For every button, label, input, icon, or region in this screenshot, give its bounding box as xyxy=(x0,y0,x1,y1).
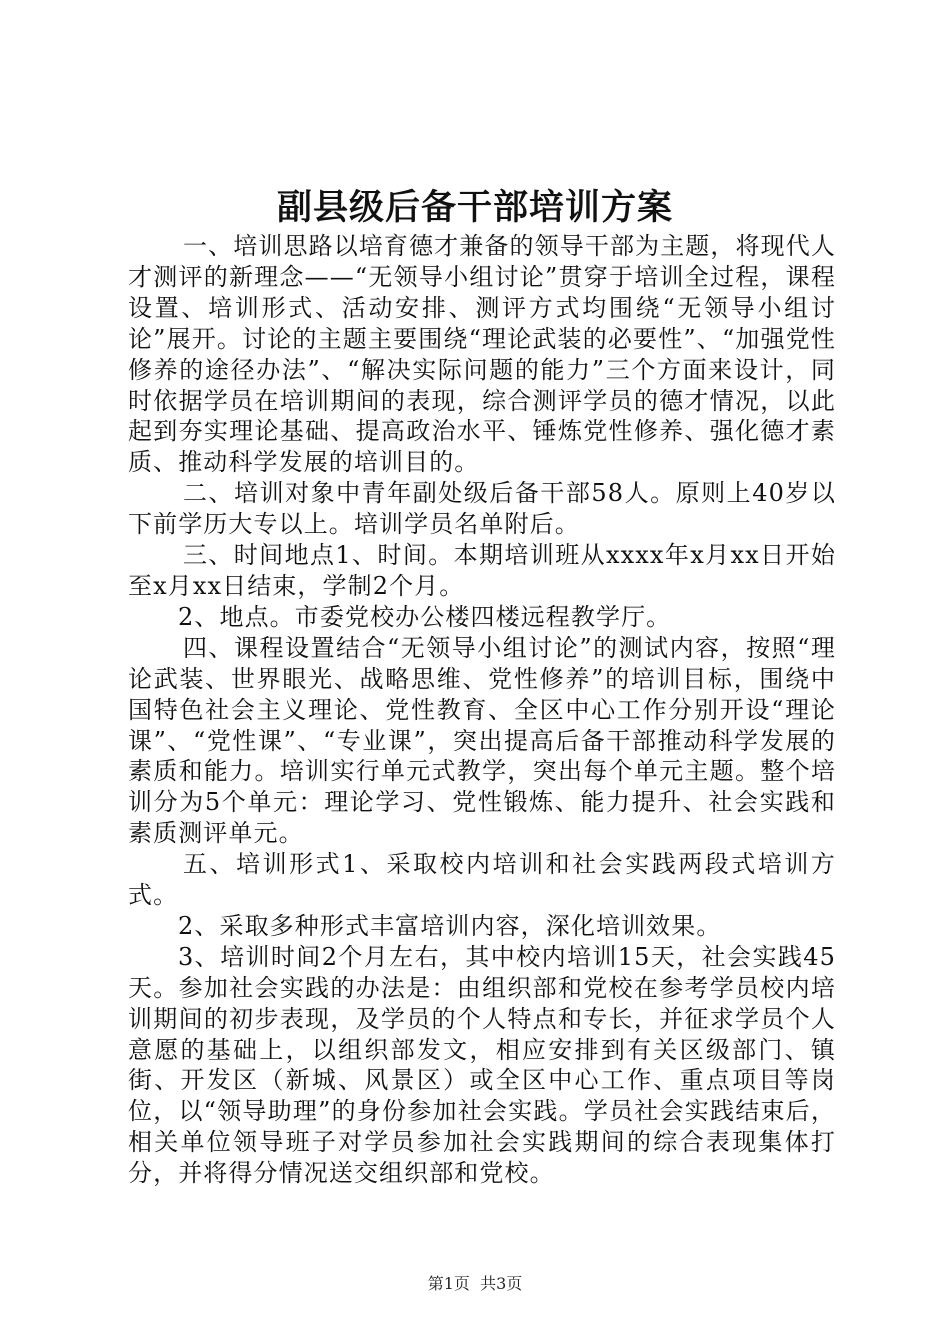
paragraph-training-targets: 二、培训对象中青年副处级后备干部58人。原则上40岁以下前学历大专以上。培训学员名单附后。 xyxy=(128,479,836,539)
paragraph-curriculum: 四、课程设置结合“无领导小组讨论”的测试内容，按照“理论武装、世界眼光、战略思维、党性修养”的培训目标，围绕中国特色社会主义理论、党性教育、全区中心工作分别开设“理论课”、“党性课”、“专业课”，突出提高后备干部推动科学发展的素质和能力。培训实行单元式教学，突出每个单元主题。整个培训分为5个单元：理论学习、党性锻炼、能力提升、社会实践和素质测评单元。 xyxy=(128,633,836,848)
paragraph-format-item-3: 3、培训时间2个月左右，其中校内培训15天，社会实践45天。参加社会实践的办法是：由组织部和党校在参考学员校内培训期间的初步表现，及学员的个人特点和专长，并征求学员个人意愿的基础上，以组织部发文，相应安排到有关区级部门、镇街、开发区（新城、风景区）或全区中心工作、重点项目等岗位，以“领导助理”的身份参加社会实践。学员社会实践结束后，相关单位领导班子对学员参加社会实践期间的综合表现集体打分，并将得分情况送交组织部和党校。 xyxy=(128,942,836,1188)
page-footer xyxy=(0,1274,950,1294)
document-body xyxy=(128,231,836,1189)
paragraph-training-format: 五、培训形式1、采取校内培训和社会实践两段式培训方式。 xyxy=(128,850,836,910)
document-title: 副县级后备干部培训方案 xyxy=(276,188,673,228)
paragraph-time: 三、时间地点1、时间。本期培训班从xxxx年x月xx日开始至x月xx日结束，学制2个月。 xyxy=(128,541,836,600)
paragraph-location: 2、地点。市委党校办公楼四楼远程教学厅。 xyxy=(178,602,672,631)
page-number: 第1页 xyxy=(427,1274,470,1293)
paragraph-training-approach: 一、培训思路以培育德才兼备的领导干部为主题，将现代人才测评的新理念——“无领导小组讨论”贯穿于培训全过程，课程设置、培训形式、活动安排、测评方式均围绕“无领导小组讨论”展开。讨论的主题主要围绕“理论武装的必要性”、“加强党性修养的途径办法”、“解决实际问题的能力”三个方面来设计，同时依据学员在培训期间的表现，综合测评学员的德才情况，以此起到夯实理论基础、提高政治水平、锤炼党性修养、强化德才素质、推动科学发展的培训目的。 xyxy=(128,232,836,477)
paragraph-format-item-2: 2、采取多种形式丰富培训内容，深化培训效果。 xyxy=(178,911,722,940)
page-total: 共3页 xyxy=(480,1274,523,1293)
